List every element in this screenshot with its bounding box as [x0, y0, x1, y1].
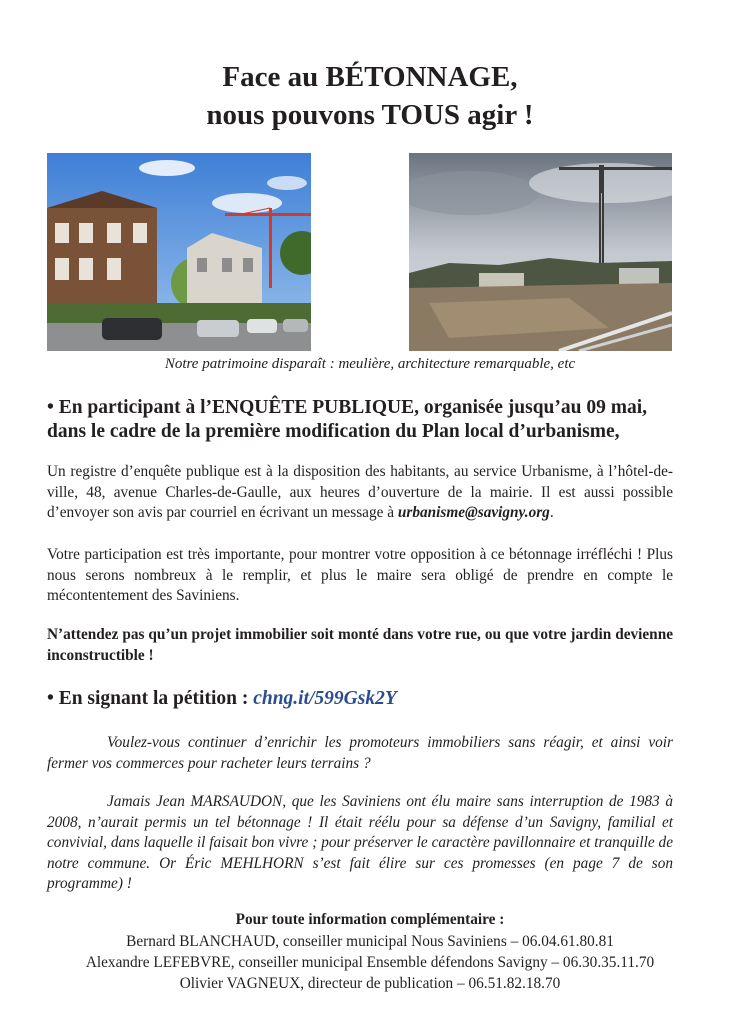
section-heading-enquete	[47, 396, 707, 444]
title-line-1: Face au BÉTONNAGE,	[222, 61, 518, 93]
petition-heading-text: • En signant la pétition :	[47, 688, 249, 709]
paragraph-participation: Votre participation est très importante, pour montrer votre opposition à ce bétonnage irréfléchi ! Plus nous serons nombreux à le remplir, et plus le maire sera obligé de prendre en compte le mécontentement des Saviniens.	[47, 546, 673, 604]
contact-vagneux: Olivier VAGNEUX, directeur de publication – 06.51.82.18.70	[179, 975, 561, 992]
paragraph-question	[47, 733, 673, 774]
petition-link[interactable]: chng.it/599Gsk2Y	[253, 688, 397, 709]
marsaudon-text: Jamais Jean MARSAUDON, que les Saviniens ont élu maire sans interruption de 1983 à 2008, n’aurait permis un tel bétonnage ! Il était réélu pour sa défense d’un Savigny, familial et convivial, dans laquelle il faisait bon vivre ; pour préserver le caractère pavillonnaire et tranquille de notre commune. Or Éric MEHLHORN s’est fait élire sur ces promesses (en page 7 de son programme) !	[47, 793, 673, 892]
photo-houses-meuliere	[47, 153, 311, 351]
registre-end: .	[549, 504, 554, 521]
question-text: Voulez-vous continuer d’enrichir les promoteurs immobiliers sans réagir, et ainsi voir fermer vos commerces pour racheter leurs terrains ?	[47, 734, 673, 772]
contact-heading: Pour toute information complémentaire :	[235, 911, 505, 928]
heading-enquete-line-2: dans le cadre de la première modification du Plan local d’urbanisme,	[47, 421, 620, 442]
photo-construction-site	[409, 153, 672, 351]
email-link[interactable]: urbanisme@savigny.org	[397, 504, 550, 521]
photo-caption: Notre patrimoine disparaît : meulière, architecture remarquable, etc	[164, 356, 576, 372]
page-title	[0, 58, 740, 134]
contact-blanchaud: Bernard BLANCHAUD, conseiller municipal Nous Saviniens – 06.04.61.80.81	[126, 933, 614, 950]
construction-illustration	[409, 153, 672, 351]
contact-lefebvre: Alexandre LEFEBVRE, conseiller municipal Ensemble défendons Savigny – 06.30.35.11.70	[85, 954, 655, 971]
title-line-2: nous pouvons TOUS agir !	[206, 99, 534, 131]
paragraph-marsaudon	[47, 792, 673, 895]
houses-illustration	[47, 153, 311, 351]
heading-enquete-line-1: • En participant à l’ENQUÊTE PUBLIQUE, organisée jusqu’au 09 mai,	[47, 397, 648, 418]
registre-text: Un registre d’enquête publique est à la disposition des habitants, au service Urbanisme, à l’hôtel-de-ville, 48, avenue Charles-de-Gaulle, aux heures d’ouverture de la mairie. Il est aussi possible d’envoyer son avis par courriel en écrivant un message à	[47, 463, 673, 521]
paragraph-registre	[47, 462, 673, 524]
paragraph-warning: N’attendez pas qu’un projet immobilier soit monté dans votre rue, ou que votre jardin devienne inconstructible !	[47, 626, 673, 664]
section-heading-petition	[47, 687, 707, 711]
